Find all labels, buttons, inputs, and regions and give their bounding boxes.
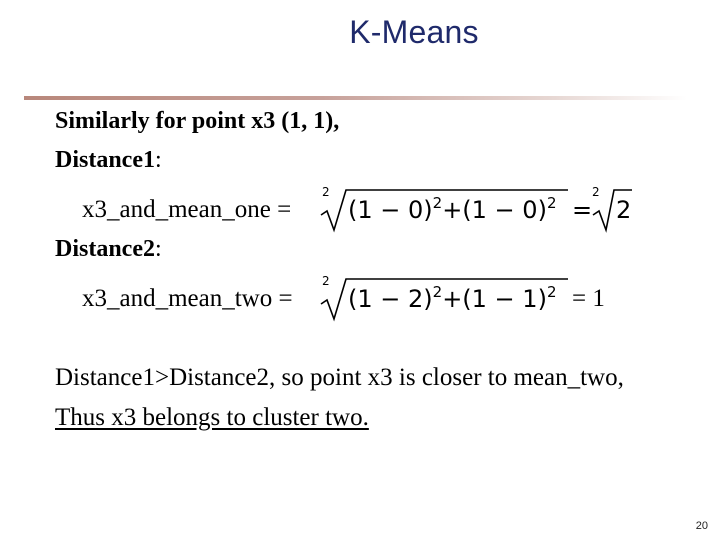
eq1-term1: (1 − 0) [348,196,433,224]
distance1-label: Distance1 [55,147,155,173]
eq1-result-radical [590,185,634,232]
distance1-heading [55,147,162,174]
eq2-lhs: x3_and_mean_two = [82,285,293,312]
eq1-plus: + [442,196,463,224]
eq2-term1: (1 − 2) [348,285,433,313]
distance2-colon: : [154,236,162,262]
eq1-result-index: 2 [592,185,600,199]
distance2-label: Distance2 [55,236,155,262]
title-divider [24,96,687,100]
eq2-exp1: 2 [432,283,443,301]
eq2-plus: + [442,285,463,313]
eq1-radicand [348,196,556,224]
distance2-heading [55,236,162,263]
eq1-exp2: 2 [546,194,557,212]
slide-title: K-Means [349,14,479,50]
eq1-radical [318,185,570,232]
eq2-exp2: 2 [546,283,557,301]
eq2-result: = 1 [572,285,605,312]
cluster-assignment-line: Thus x3 belongs to cluster two. [55,404,369,431]
eq1-result-radicand: 2 [616,196,632,224]
eq2-term2: (1 − 1) [462,285,547,313]
eq1-equals: = [572,196,593,224]
intro-line: Similarly for point x3 (1, 1), [55,108,340,134]
eq1-lhs: x3_and_mean_one = [82,196,292,223]
eq2-radicand [348,285,556,313]
eq1-exp1: 2 [432,194,443,212]
conclusion-line: Distance1>Distance2, so point x3 is closer to mean_two, [55,364,624,391]
distance1-colon: : [154,147,162,173]
eq1-term2: (1 − 0) [462,196,547,224]
page-number: 20 [695,520,708,532]
eq1-root-index: 2 [322,185,330,199]
eq2-root-index: 2 [322,274,330,288]
eq2-radical [318,274,570,321]
